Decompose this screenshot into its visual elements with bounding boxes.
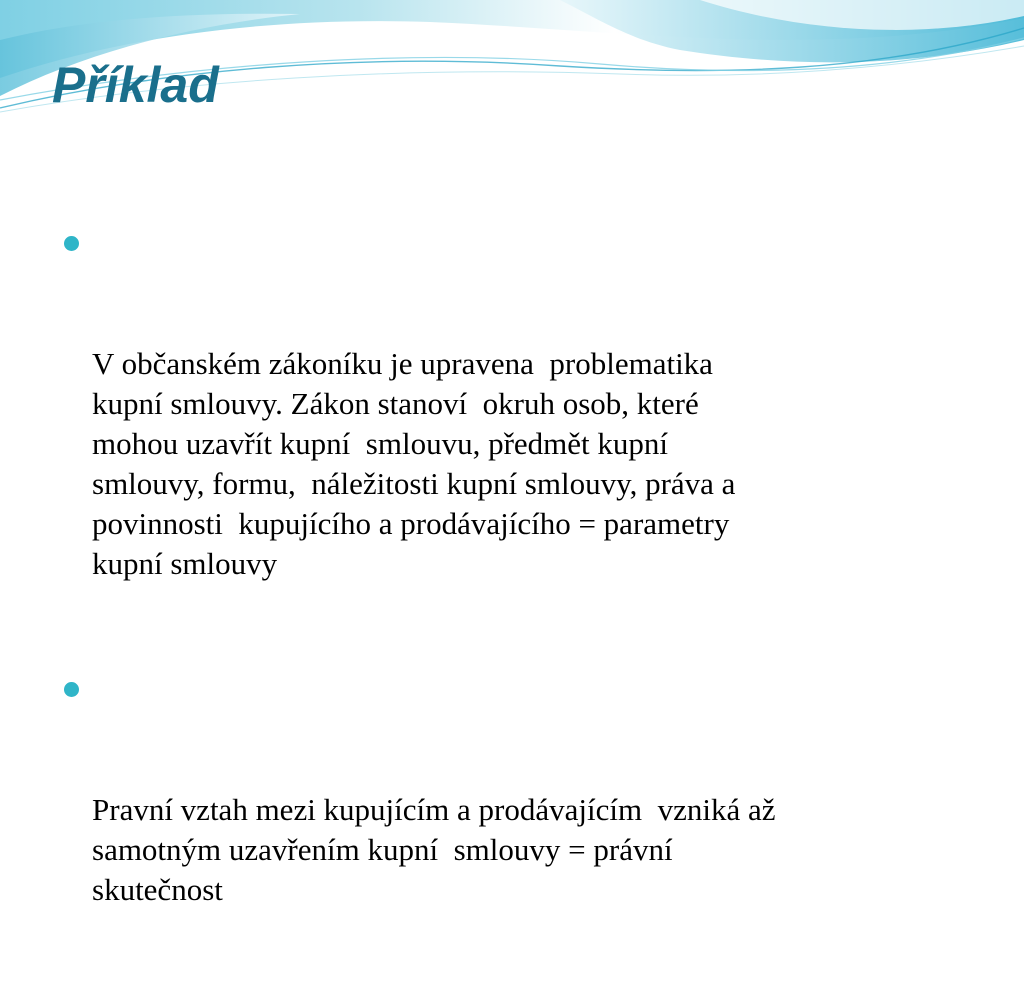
bullet-point-icon — [64, 682, 79, 697]
bullet-item — [0, 670, 1024, 990]
bullet-text: V občanském zákoníku je upravena problematika kupní smlouvy. Zákon stanoví okruh osob, které mohou uzavřít kupní smlouvu, předmět kupní smlouvy, formu, náležitosti kupní smlouvy, práva a povinnosti kupujícího a prodávajícího = parametry kupní smlouvy — [92, 346, 736, 581]
bullet-point-icon — [64, 236, 79, 251]
bullet-list — [0, 224, 1024, 996]
slide-title: Příklad — [52, 57, 219, 113]
bullet-text: Pravní vztah mezi kupujícím a prodávajícím vzniká až samotným uzavřením kupní smlouvy = právní skutečnost — [92, 792, 776, 907]
bullet-item — [0, 224, 1024, 664]
